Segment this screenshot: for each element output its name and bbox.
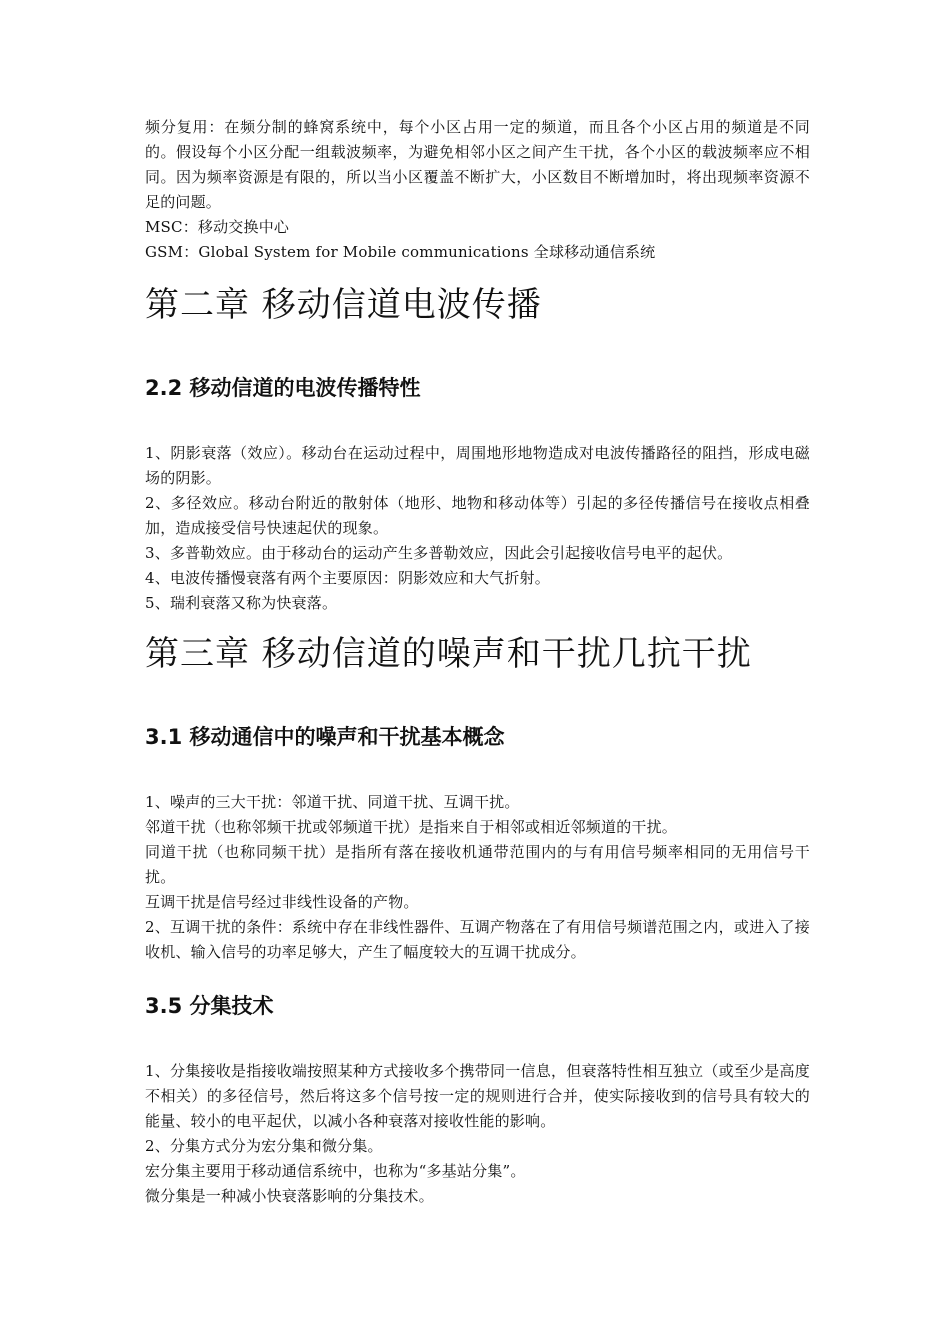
list-item: 互调干扰是信号经过非线性设备的产物。 — [145, 893, 419, 911]
list-item: 3、多普勒效应。由于移动台的运动产生多普勒效应，因此会引起接收信号电平的起伏。 — [145, 544, 733, 562]
section-3-5-heading: 3.5 分集技术 — [145, 994, 274, 1018]
list-item: 2、互调干扰的条件：系统中存在非线性器件、互调产物落在了有用信号频谱范围之内，或进入了接收机、输入信号的功率足够大，产生了幅度较大的互调干扰成分。 — [145, 918, 810, 961]
chapter-2-title: 第二章 移动信道电波传播 — [145, 285, 542, 325]
list-item: 1、噪声的三大干扰：邻道干扰、同道干扰、互调干扰。 — [145, 793, 520, 811]
list-item: 宏分集主要用于移动通信系统中，也称为“多基站分集”。 — [145, 1162, 526, 1180]
list-item: 5、瑞利衰落又称为快衰落。 — [145, 594, 338, 612]
paragraph-gsm: GSM：Global System for Mobile communications 全球移动通信系统 — [145, 243, 656, 261]
document-page — [145, 115, 810, 1209]
list-item: 邻道干扰（也称邻频干扰或邻频道干扰）是指来自于相邻或相近邻频道的干扰。 — [145, 818, 678, 836]
list-item: 1、分集接收是指接收端按照某种方式接收多个携带同一信息，但衰落特性相互独立（或至少是高度不相关）的多径信号，然后将这多个信号按一定的规则进行合并，使实际接收到的信号具有较大的能量、较小的电平起伏，以减小各种衰落对接收性能的影响。 — [145, 1062, 810, 1130]
list-item: 2、分集方式分为宏分集和微分集。 — [145, 1137, 383, 1155]
chapter-3-title: 第三章 移动信道的噪声和干扰几抗干扰 — [145, 634, 752, 674]
list-item: 微分集是一种减小快衰落影响的分集技术。 — [145, 1187, 434, 1205]
list-item: 同道干扰（也称同频干扰）是指所有落在接收机通带范围内的与有用信号频率相同的无用信号干扰。 — [145, 843, 810, 886]
list-item: 1、阴影衰落（效应）。移动台在运动过程中，周围地形地物造成对电波传播路径的阻挡，形成电磁场的阴影。 — [145, 444, 810, 487]
list-item: 2、多径效应。移动台附近的散射体（地形、地物和移动体等）引起的多径传播信号在接收点相叠加，造成接受信号快速起伏的现象。 — [145, 494, 810, 537]
section-2-2-list — [145, 441, 810, 616]
list-item: 4、电波传播慢衰落有两个主要原因：阴影效应和大气折射。 — [145, 569, 550, 587]
section-3-5-list — [145, 1059, 810, 1209]
section-3-1-list — [145, 790, 810, 965]
section-2-2-heading: 2.2 移动信道的电波传播特性 — [145, 376, 421, 400]
section-3-1-heading: 3.1 移动通信中的噪声和干扰基本概念 — [145, 725, 505, 749]
paragraph-msc: MSC：移动交换中心 — [145, 218, 290, 236]
paragraph-frequency-reuse: 频分复用：在频分制的蜂窝系统中，每个小区占用一定的频道，而且各个小区占用的频道是不同的。假设每个小区分配一组载波频率，为避免相邻小区之间产生干扰，各个小区的载波频率应不相同。因为频率资源是有限的，所以当小区覆盖不断扩大，小区数目不断增加时，将出现频率资源不足的问题。 — [145, 118, 810, 211]
